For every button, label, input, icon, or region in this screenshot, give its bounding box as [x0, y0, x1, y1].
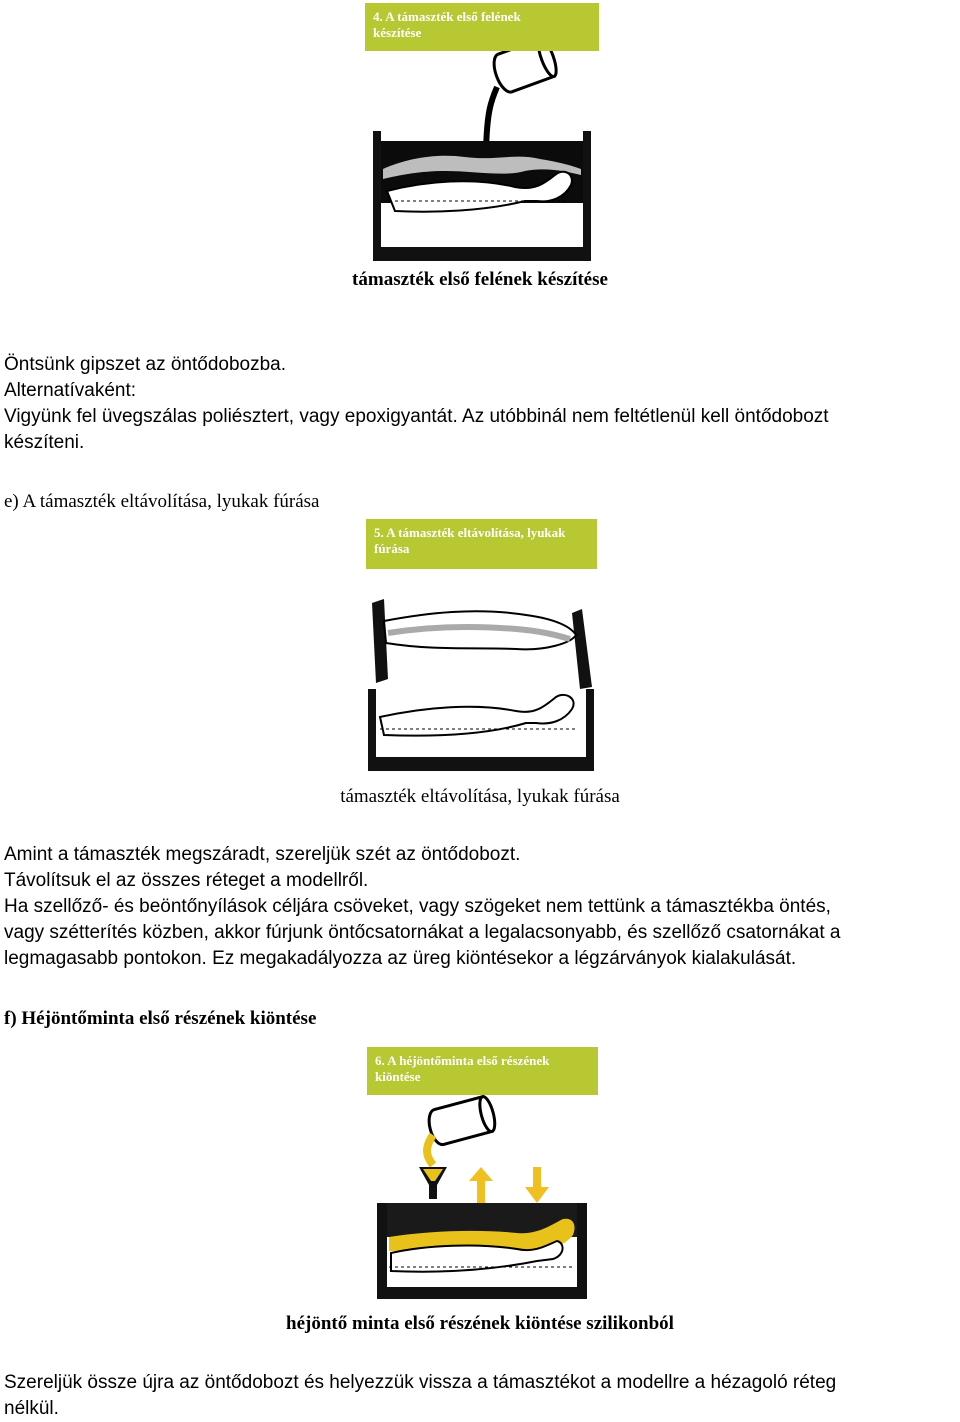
figure-caption: támaszték eltávolítása, lyukak fúrása — [340, 786, 620, 807]
figure-caption: héjöntő minta első részének kiöntése szilikonból — [286, 1313, 674, 1334]
figure-support-first-half — [365, 3, 599, 265]
figure-caption: támaszték első felének készítése — [352, 269, 608, 290]
figure-label: 6. A héjöntőminta első részének kiöntése — [367, 1047, 598, 1095]
mold-disassembly-illustration — [366, 569, 597, 773]
section-heading: e) A támaszték eltávolítása, lyukak fúrása — [4, 491, 320, 512]
figure-shell-casting — [367, 1047, 598, 1301]
figure-label: 5. A támaszték eltávolítása, lyukak fúrása — [366, 519, 597, 569]
section-heading: f) Héjöntőminta első részének kiöntése — [4, 1008, 317, 1029]
paragraph: Szereljük össze újra az öntődobozt és helyezzük vissza a támasztékot a modellre a hézagoló réteg nélkül. — [4, 1372, 837, 1419]
paragraph: Amint a támaszték megszáradt, szereljük szét az öntődobozt. Távolítsuk el az összes réteget a modellről. Ha szellőző- és beöntőnyílások céljára csöveket, vagy szögeket nem tettünk a támasztékba öntés, vagy szétterítés közben, akkor fúrjunk öntőcsatornákat a legalacsonyabb, és szellőző csatornákat a legmagasabb pontokon. Ez megakadályozza az üreg kiöntésekor a légzárványok kialakulását. — [4, 844, 841, 969]
mold-pouring-illustration — [365, 51, 599, 265]
figure-support-removal — [366, 519, 597, 773]
silicone-casting-illustration — [367, 1095, 598, 1301]
paragraph: Öntsünk gipszet az öntődobozba. Alternatívaként: Vigyünk fel üvegszálas poliésztert, vagy epoxigyantát. Az utóbbinál nem feltétlenül kell öntődobozt készíteni. — [4, 354, 829, 453]
figure-label: 4. A támaszték első felének készítése — [365, 3, 599, 51]
